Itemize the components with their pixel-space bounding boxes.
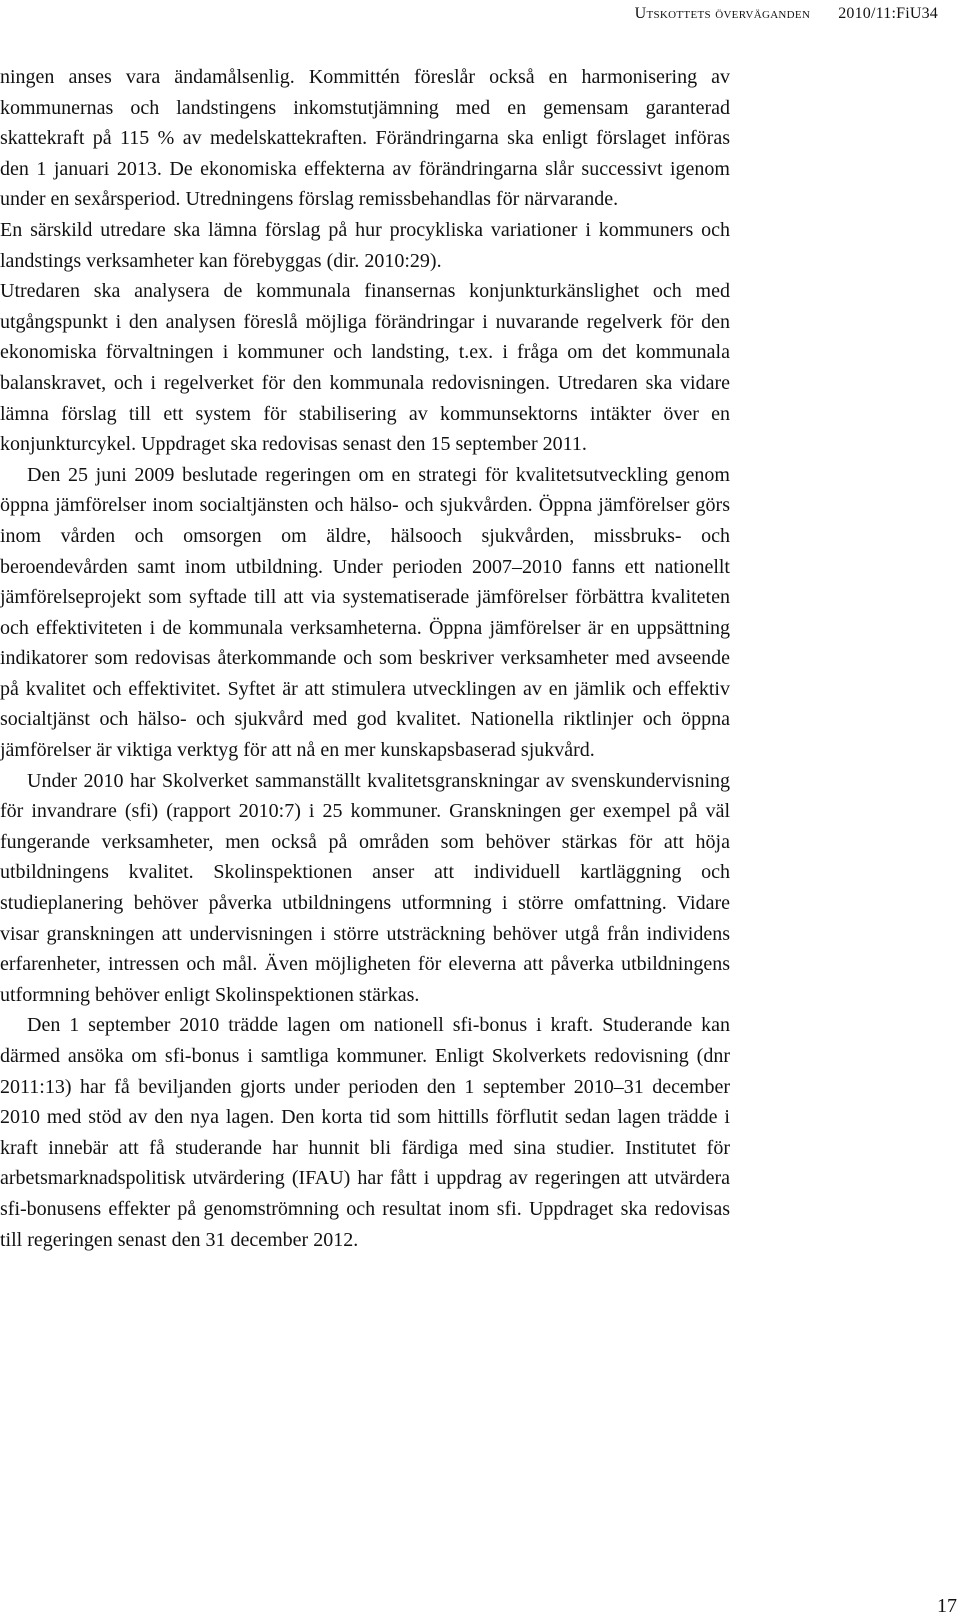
paragraph-continuation: ningen anses vara ändamålsenlig. Kommittén föreslår också en harmonisering av kommunernas och landstingens inkomstutjämning med en gemensam garanterad skattekraft på 115 % av medelskattekraften. Förändringarna ska enligt förslaget införas den 1 januari 2013. De ekonomiska effekterna av förändringarna slår successivt igenom under en sexårsperiod. Utredningens förslag remissbehandlas för närvarande. — [0, 66, 730, 211]
paragraph: Den 1 september 2010 trädde lagen om nationell sfi-bonus i kraft. Studerande kan därmed ansöka om sfi-bonus i samtliga kommuner. Enligt Skolverkets redovisning (dnr 2011:13) har få beviljanden gjorts under perioden den 1 september 2010–31 december 2010 med stöd av den nya lagen. Den korta tid som hittills förflutit sedan lagen trädde i kraft innebär att få studerande har hunnit bli färdiga med sina studier. Institutet för arbetsmarknadspolitisk utvärdering (IFAU) har fått i uppdrag av regeringen att utvärdera sfi-bonusens effekter på genomströmning och resultat inom sfi. Uppdraget ska redovisas till regeringen senast den 31 december 2012. — [0, 1014, 730, 1251]
paragraph: Den 25 juni 2009 beslutade regeringen om en strategi för kvalitetsutveckling genom öppna jämförelser inom socialtjänsten och hälso- och sjukvården. Öppna jämförelser görs inom vården och omsorgen om äldre, hälsooch sjukvården, missbruks- och beroendevården samt inom utbildning. Under perioden 2007–2010 fanns ett nationellt jämförelseprojekt som syftade till att via systematiserade jämförelser förbättra kvaliteten och effektiviteten i de kommunala verksamheterna. Öppna jämförelser är en uppsättning indikatorer som redovisas återkommande och som beskriver verksamheter med avseende på kvalitet och effektivitet. Syftet är att stimulera utvecklingen av en jämlik och effektiv socialtjänst och hälso- och sjukvård med god kvalitet. Nationella riktlinjer och öppna jämförelser är viktiga verktyg för att nå en mer kunskapsbaserad sjukvård. — [0, 463, 730, 762]
section-title: Utskottets överväganden — [634, 5, 811, 22]
paragraph: Under 2010 har Skolverket sammanställt kvalitetsgranskningar av svenskundervisning för invandrare (sfi) (rapport 2010:7) i 25 kommuner. Granskningen ger exempel på väl fungerande verksamheter, men också på områden som behöver stärkas för att höja utbildningens kvalitet. Skolinspektionen anser att individuell kartläggning och studieplanering behöver påverka utbildningens utformning i större omfattning. Vidare visar granskningen att undervisningen i större utsträckning behöver utgå från individens erfarenheter, intressen och mål. Även möjligheten för eleverna att påverka utbildningens utformning behöver enligt Skolinspektionen stärkas. — [0, 769, 730, 1006]
paragraph: En särskild utredare ska lämna förslag på hur procykliska variationer i kommuners och landstings verksamheter kan förebyggas (dir. 2010:29). — [0, 218, 730, 272]
report-id: 2010/11:FiU34 — [838, 5, 938, 22]
running-header — [635, 2, 938, 26]
paragraph: Utredaren ska analysera de kommunala finansernas konjunkturkänslighet och med utgångspunkt i den analysen föreslå möjliga förändringar i nuvarande regelverk för den ekonomiska förvaltningen i kommuner och landsting, t.ex. i fråga om det kommunala balanskravet, och i regelverket för den kommunala redovisningen. Utredaren ska vidare lämna förslag till ett system för stabilisering av kommunsektorns intäkter över en konjunkturcykel. Uppdraget ska redovisas senast den 15 september 2011. — [0, 280, 730, 456]
page-number: 17 — [937, 1595, 957, 1617]
body-text — [0, 62, 730, 1255]
